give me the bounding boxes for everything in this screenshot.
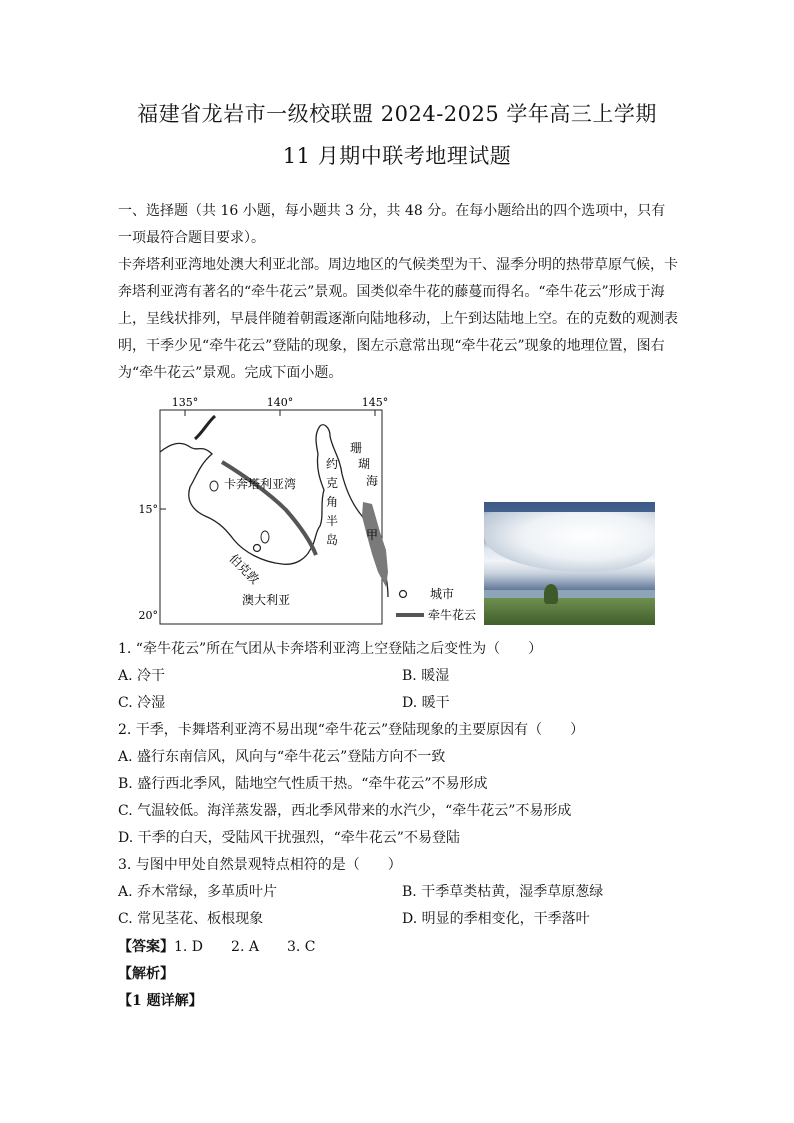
sea-strip — [484, 590, 655, 598]
q1-option-b[interactable]: B. 暖湿 — [402, 668, 450, 684]
q3-stem: 3. 与图中甲处自然景观特点相符的是（ ） — [118, 857, 402, 873]
q2-option-c[interactable]: C. 气温较低。海洋蒸发器，西北季风带来的水汽少，“牵牛花云”不易形成 — [118, 803, 572, 819]
city-label: 伯克敦 — [226, 551, 262, 587]
analysis-heading: 【解析】 — [118, 966, 174, 982]
q1-option-c[interactable]: C. 冷湿 — [118, 695, 166, 711]
q3-option-d[interactable]: D. 明显的季相变化，干季落叶 — [402, 911, 590, 927]
city-marker — [254, 545, 261, 552]
lon-135-label: 135° — [171, 396, 199, 409]
legend-cloud-label: 牵牛花云 — [428, 608, 477, 622]
q2-option-b[interactable]: B. 盛行西北季风，陆地空气性质干热。“牵牛花云”不易形成 — [118, 776, 488, 792]
lon-140-label: 140° — [266, 396, 294, 409]
answer-line — [118, 936, 315, 956]
peninsula-char-3: 角 — [326, 495, 339, 509]
morning-glory-cloud-photo — [484, 502, 655, 625]
answer-text: 1. D 2. A 3. C — [174, 939, 316, 955]
peninsula-char-4: 半 — [326, 514, 339, 528]
q2-stem: 2. 干季，卡舞塔利亚湾不易出现“牵牛花云”登陆现象的主要原因有（ ） — [118, 722, 585, 738]
sea-char-1: 珊 — [350, 441, 363, 455]
shrub — [544, 584, 558, 604]
gulf-label: 卡奔塔利亚湾 — [224, 477, 297, 491]
land-label: 澳大利亚 — [242, 593, 291, 607]
lat-20-label: 20° — [138, 609, 158, 622]
answer-label: 【答案】 — [118, 939, 174, 955]
cloud-line — [222, 462, 316, 555]
title-line-1: 福建省龙岩市一级校联盟 2024-2025 学年高三上学期 — [137, 102, 657, 126]
detail-heading: 【1 题详解】 — [118, 993, 203, 1009]
jia-region — [362, 502, 388, 587]
q1-stem: 1. “牵牛花云”所在气团从卡奔塔利亚湾上空登陆之后变性为（ ） — [118, 641, 543, 657]
q3-option-a[interactable]: A. 乔木常绿，多革质叶片 — [118, 884, 278, 900]
q1-option-a[interactable]: A. 冷干 — [118, 668, 166, 684]
peninsula-char-5: 岛 — [326, 533, 339, 547]
section-heading: 一、选择题（共 16 小题，每小题共 3 分，共 48 分。在每小题给出的四个选项中，只有一项最符合题目要求）。 — [118, 203, 666, 246]
legend-city-marker — [400, 591, 407, 598]
lat-15-label: 15° — [138, 503, 158, 516]
q2-option-d[interactable]: D. 干季的白天，受陆风干扰强烈，“牵牛花云”不易登陆 — [118, 830, 460, 846]
lon-145-label: 145° — [361, 396, 389, 409]
cloud-band — [484, 512, 655, 572]
legend-city-label: 城市 — [430, 587, 455, 601]
sea-char-2: 瑚 — [358, 457, 371, 471]
location-map — [110, 392, 510, 627]
peninsula-char-1: 约 — [326, 457, 339, 471]
q1-option-d[interactable]: D. 暖干 — [402, 695, 450, 711]
passage: 卡奔塔利亚湾地处澳大利亚北部。周边地区的气候类型为干、湿季分明的热带草原气候，卡奔塔利亚湾有著名的“牵牛花云”景观。国类似牵牛花的藤蔓而得名。“牵牛花云”形成于海上，呈线状排列，早晨伴随着朝霞逐渐向陆地移动，上午到达陆地上空。在的克数的观测表明，干季少见“牵牛花云”登陆的现象，图左示意常出现“牵牛花云”现象的地理位置，图右为“牵牛花云”景观。完成下面小题。 — [118, 257, 678, 381]
peninsula-char-2: 克 — [326, 476, 339, 490]
title-line-2: 11 月期中联考地理试题 — [282, 144, 512, 168]
grass-strip — [484, 598, 655, 625]
q3-option-b[interactable]: B. 干季草类枯黄，湿季草原葱绿 — [402, 884, 604, 900]
jia-label: 甲 — [366, 528, 379, 542]
q3-option-c[interactable]: C. 常见茎花、板根现象 — [118, 911, 264, 927]
q2-option-a[interactable]: A. 盛行东南信风，风向与“牵牛花云”登陆方向不一致 — [118, 749, 446, 765]
sea-char-3: 海 — [366, 474, 379, 488]
